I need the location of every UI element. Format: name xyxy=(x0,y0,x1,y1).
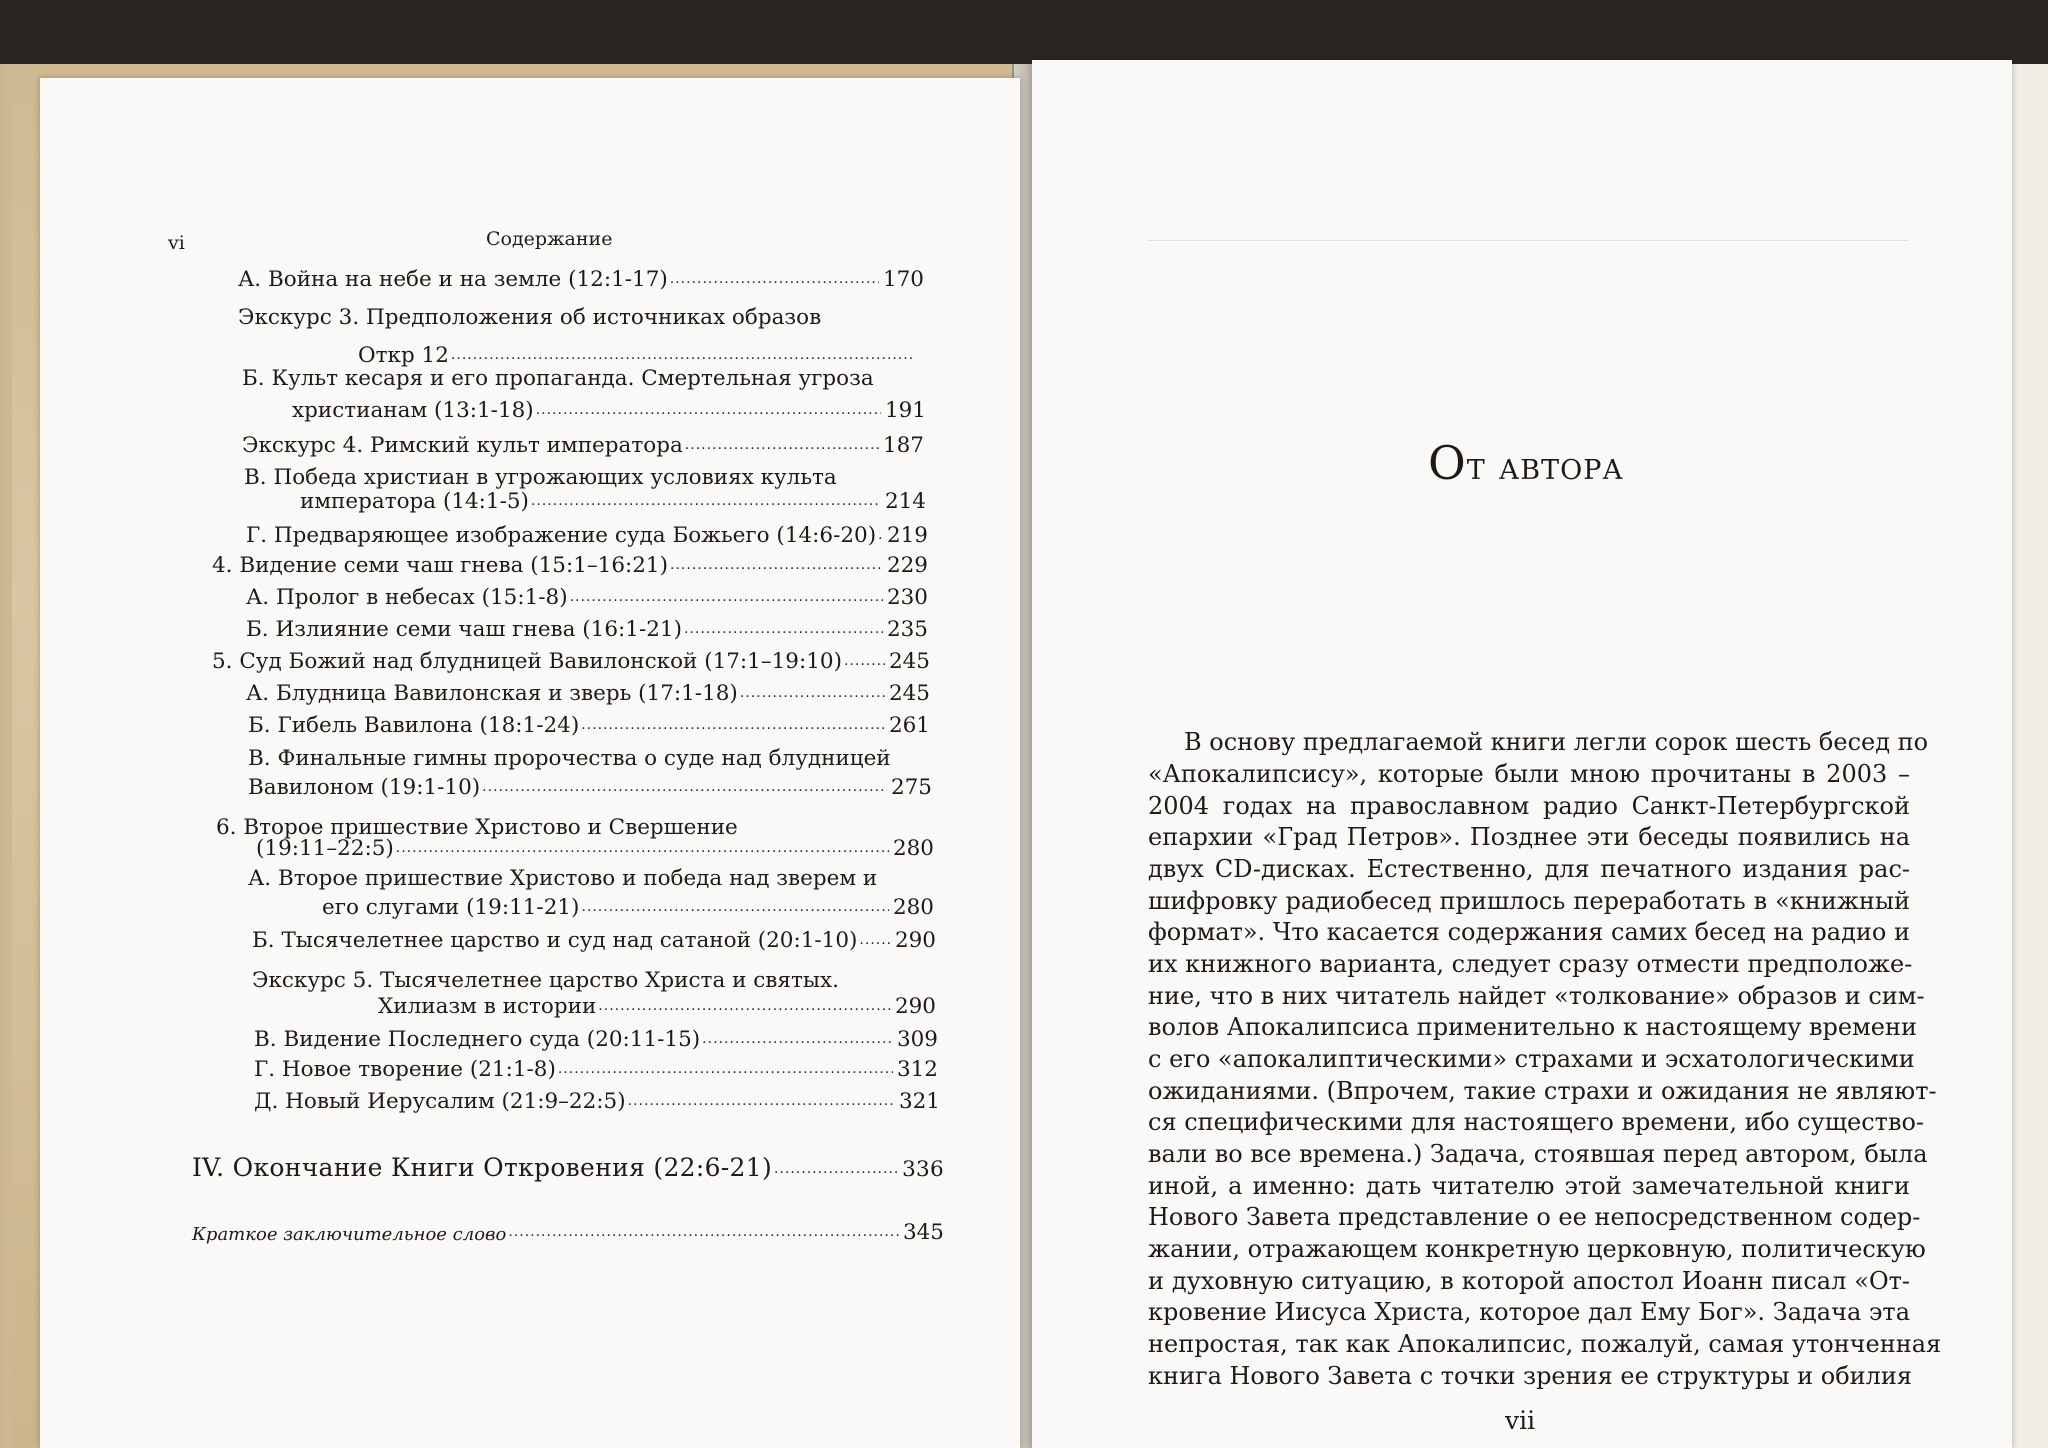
toc-entry[interactable] xyxy=(378,994,936,1020)
toc-entry-page: 235 xyxy=(886,617,928,642)
toc-leader xyxy=(859,932,891,949)
toc-entry-title: (19:11–22:5) xyxy=(256,836,394,861)
toc-entry[interactable] xyxy=(246,681,930,707)
body-line: ся специфическими для настоящего времени, ибо существо- xyxy=(1148,1108,1925,1136)
toc-leader xyxy=(570,589,883,606)
toc-entry-title: А. Пролог в небесах (15:1-8) xyxy=(246,585,568,610)
toc-leader xyxy=(844,653,885,670)
toc-entry-title: Хилиазм в истории xyxy=(378,994,597,1019)
show-through-lines xyxy=(1148,240,1908,281)
toc-entry-page: 290 xyxy=(894,928,936,953)
toc-entry-title[interactable]: В. Победа христиан в угрожающих условиях культа xyxy=(244,465,837,490)
body-line: ожиданиями. (Впрочем, такие страхи и ожидания не являют- xyxy=(1148,1077,1937,1105)
toc-entry-title: Б. Излияние семи чаш гнева (16:1-21) xyxy=(246,617,682,642)
toc-entry-title: Вавилоном (19:1-10) xyxy=(248,775,481,800)
toc-entry[interactable] xyxy=(292,398,926,424)
toc-leader xyxy=(702,1031,893,1048)
scanner-top-edge xyxy=(0,0,2048,64)
page-number-right: vii xyxy=(1505,1406,1536,1435)
body-line: В основу предлагаемой книги легли сорок шесть бесед по xyxy=(1184,728,1929,756)
toc-entry-page: 280 xyxy=(892,895,934,920)
toc-entry-title[interactable]: А. Второе пришествие Христово и победа над зверем и xyxy=(248,866,878,891)
toc-entry[interactable] xyxy=(248,775,932,801)
toc-entry-title[interactable]: Экскурс 5. Тысячелетнее царство Христа и святых. xyxy=(252,968,839,993)
toc-entry-page: 187 xyxy=(882,433,924,458)
toc-entry-conclusion[interactable] xyxy=(192,1220,944,1246)
body-line: книга Нового Завета с точки зрения ее структуры и обилия xyxy=(1148,1362,1913,1390)
toc-leader xyxy=(670,271,879,288)
toc-entry[interactable] xyxy=(254,1089,940,1115)
toc-entry-page: 245 xyxy=(888,681,930,706)
toc-entry-title[interactable]: Б. Культ кесаря и его пропаганда. Смертельная угроза xyxy=(242,366,874,391)
toc-entry[interactable] xyxy=(246,523,928,549)
toc-entry-page: 336 xyxy=(902,1157,944,1183)
toc-entry[interactable] xyxy=(300,489,926,515)
body-line: формат». Что касается содержания самих бесед на радио и xyxy=(1148,918,1910,946)
toc-entry[interactable] xyxy=(254,1027,938,1053)
toc-entry-title: Экскурс 4. Римский культ императора xyxy=(242,433,683,458)
chapter-title-initial: О xyxy=(1428,436,1467,490)
body-line: кровение Иисуса Христа, которое дал Ему Бог». Задача эта xyxy=(1148,1298,1910,1326)
body-line: волов Апокалипсиса применительно к настоящему времени xyxy=(1148,1013,1917,1041)
toc-entry-title: 5. Суд Божий над блудницей Вавилонской (17:1–19:10) xyxy=(212,649,842,674)
toc-leader xyxy=(396,840,889,857)
body-line: жании, отражающем конкретную церковную, политическую xyxy=(1148,1235,1926,1263)
toc-leader xyxy=(670,557,883,574)
toc-entry-page: 230 xyxy=(886,585,928,610)
toc-entry-title: Г. Новое творение (21:1-8) xyxy=(254,1057,556,1082)
toc-entry-title: В. Видение Последнего суда (20:11-15) xyxy=(254,1027,701,1052)
body-line: вали во все времена.) Задача, стоявшая перед автором, была xyxy=(1148,1140,1928,1168)
toc-entry-title[interactable]: 6. Второе пришествие Христово и Свершение xyxy=(216,815,738,840)
toc-leader xyxy=(536,402,881,419)
toc-entry-page: 214 xyxy=(884,489,926,514)
toc-entry-title[interactable]: В. Финальные гимны пророчества о суде над блудницей xyxy=(248,746,891,771)
toc-entry-title: Краткое заключительное слово xyxy=(192,1224,507,1246)
toc-entry-title: Д. Новый Иерусалим (21:9–22:5) xyxy=(254,1089,626,1114)
toc-entry[interactable] xyxy=(256,836,934,862)
body-line: 2004 годах на православном радио Санкт-Петербургской xyxy=(1148,792,1910,820)
body-line: иной, а именно: дать читателю этой замечательной книги xyxy=(1148,1172,1910,1200)
running-header: Содержание xyxy=(486,228,613,250)
toc-leader xyxy=(878,527,883,544)
toc-entry-title[interactable]: Экскурс 3. Предположения об источниках образов xyxy=(238,305,822,330)
toc-entry[interactable] xyxy=(248,713,930,739)
toc-entry[interactable] xyxy=(242,433,924,459)
toc-leader xyxy=(451,347,914,364)
toc-leader xyxy=(581,717,885,734)
toc-entry-title: 4. Видение семи чаш гнева (15:1–16:21) xyxy=(212,553,669,578)
toc-entry-page: 321 xyxy=(898,1089,940,1114)
toc-entry-page: 345 xyxy=(902,1220,944,1245)
toc-leader xyxy=(482,779,887,796)
toc-entry-page: 290 xyxy=(894,994,936,1019)
toc-entry-title: его слугами (19:11-21) xyxy=(322,895,580,920)
toc-entry-title: А. Война на небе и на земле (12:1-17) xyxy=(238,267,668,292)
toc-entry-page: 170 xyxy=(882,267,924,292)
body-line: ние, что в них читатель найдет «толкование» образов и сим- xyxy=(1148,982,1925,1010)
page-number-left: vi xyxy=(168,232,185,254)
toc-entry-page: 191 xyxy=(884,398,926,423)
toc-entry-title: Г. Предваряющее изображение суда Божьего (14:6-20) xyxy=(246,523,877,548)
toc-entry[interactable] xyxy=(238,267,924,293)
toc-entry[interactable] xyxy=(254,1057,938,1083)
toc-entry-page: 275 xyxy=(890,775,932,800)
body-line: епархии «Град Петров». Позднее эти беседы появились на xyxy=(1148,823,1910,851)
toc-entry-page: 245 xyxy=(888,649,930,674)
toc-entry-page: 261 xyxy=(888,713,930,738)
toc-entry-title: императора (14:1-5) xyxy=(300,489,529,514)
toc-entry-title: христианам (13:1-18) xyxy=(292,398,534,423)
toc-entry-part[interactable] xyxy=(192,1153,944,1183)
toc-entry-page: 312 xyxy=(896,1057,938,1082)
toc-entry-page: 309 xyxy=(896,1027,938,1052)
chapter-title xyxy=(1428,436,1624,490)
toc-entry[interactable] xyxy=(322,895,934,921)
body-line: непростая, так как Апокалипсис, пожалуй, самая утонченная xyxy=(1148,1330,1942,1358)
toc-leader xyxy=(774,1161,898,1178)
chapter-title-rest: т автора xyxy=(1466,444,1624,488)
toc-leader xyxy=(685,437,879,454)
toc-leader xyxy=(581,899,889,916)
toc-leader xyxy=(598,998,891,1015)
toc-entry-page: 280 xyxy=(892,836,934,861)
toc-leader xyxy=(628,1093,895,1110)
body-line: двух CD-дисках. Естественно, для печатного издания рас- xyxy=(1148,855,1910,883)
toc-entry-title: Б. Гибель Вавилона (18:1-24) xyxy=(248,713,580,738)
body-line: с его «апокалиптическими» страхами и эсхатологическими xyxy=(1148,1045,1915,1073)
toc-entry[interactable] xyxy=(358,343,918,369)
toc-entry-title: Б. Тысячелетнее царство и суд над сатаной (20:1-10) xyxy=(252,928,858,953)
body-line: их книжного варианта, следует сразу отмести предположе- xyxy=(1148,950,1913,978)
toc-entry-page: 229 xyxy=(886,553,928,578)
body-line: и духовную ситуацию, в которой апостол Иоанн писал «От- xyxy=(1148,1267,1910,1295)
toc-entry-title: А. Блудница Вавилонская и зверь (17:1-18) xyxy=(246,681,738,706)
toc-entry-page: 219 xyxy=(886,523,928,548)
toc-entry[interactable] xyxy=(212,553,928,579)
toc-leader xyxy=(508,1224,899,1241)
toc-leader xyxy=(740,685,885,702)
body-line: шифровку радиобесед пришлось переработать в «книжный xyxy=(1148,887,1910,915)
toc-leader xyxy=(684,621,883,638)
toc-entry[interactable] xyxy=(246,617,928,643)
toc-entry-title: IV. Окончание Книги Откровения (22:6-21) xyxy=(192,1153,772,1182)
toc-entry[interactable] xyxy=(246,585,928,611)
toc-leader xyxy=(531,493,881,510)
toc-entry[interactable] xyxy=(252,928,936,954)
toc-entry[interactable] xyxy=(212,649,930,675)
toc-leader xyxy=(558,1061,893,1078)
toc-entry-title: Откр 12 xyxy=(358,343,449,368)
body-line: Нового Завета представление о ее непосредственном содер- xyxy=(1148,1203,1921,1231)
body-line: «Апокалипсису», которые были мною прочитаны в 2003 – xyxy=(1148,760,1910,788)
